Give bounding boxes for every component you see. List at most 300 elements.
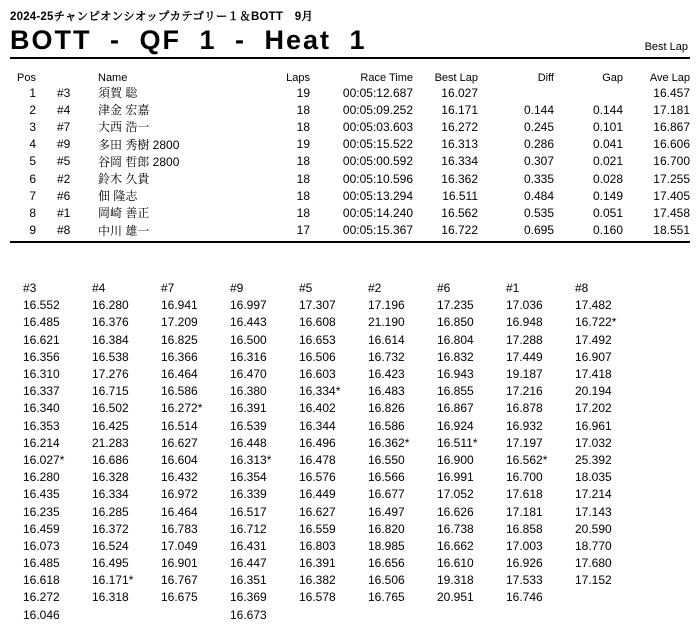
lap-time-cell: 17.003 [506, 538, 543, 553]
lap-time-cell [161, 606, 230, 623]
results-divider [10, 241, 690, 243]
lap-time-cell: 17.680 [575, 556, 612, 571]
lap-column-header: #7 [161, 281, 175, 296]
lap-time-cell: 17.618 [506, 487, 543, 502]
result-gap: 0.051 [592, 205, 623, 220]
lap-time-cell: 18.035 [575, 470, 612, 485]
result-laps: 18 [296, 154, 310, 169]
result-gap: 0.101 [592, 119, 623, 134]
result-pos: 6 [29, 171, 36, 186]
lap-column-header: #1 [506, 281, 520, 296]
lap-time-cell: 17.152 [575, 573, 612, 588]
lap-time-cell: 17.216 [506, 384, 543, 399]
lap-row [23, 365, 644, 382]
results-table [10, 68, 690, 239]
lap-time-cell: 16.328 [92, 470, 129, 485]
results-header-best-lap: Best Lap [434, 72, 478, 84]
lap-time-cell: 16.425 [92, 418, 129, 433]
lap-time-cell: 16.746 [506, 590, 543, 605]
lap-time-cell: 16.464 [161, 367, 198, 382]
result-diff [478, 84, 554, 101]
lap-time-cell: 16.384 [92, 332, 129, 347]
lap-time-cell: 16.470 [230, 367, 267, 382]
lap-time-cell: 16.497 [368, 504, 405, 519]
lap-row [23, 520, 644, 537]
results-header-name: Name [98, 72, 128, 84]
lap-time-cell: 16.496 [299, 435, 336, 450]
lap-time-cell: 17.276 [92, 367, 129, 382]
lap-time-cell: 16.483 [368, 384, 405, 399]
result-race-time: 00:05:10.596 [342, 171, 413, 186]
lap-time-cell: 16.318 [92, 590, 129, 605]
result-row [10, 204, 690, 221]
result-best-lap: 16.362 [441, 171, 478, 186]
lap-time-cell: 16.627 [161, 435, 198, 450]
results-header-race-time: Race Time [360, 72, 413, 84]
lap-time-cell: 16.514 [161, 418, 198, 433]
results-header-gap: Gap [602, 72, 623, 84]
lap-time-cell: 16.272* [161, 401, 203, 416]
lap-time-cell: 17.209 [161, 315, 198, 330]
lap-time-cell: 16.948 [506, 315, 543, 330]
lap-time-cell: 21.190 [368, 315, 405, 330]
lap-time-cell: 16.506 [368, 573, 405, 588]
lap-time-cell: 17.418 [575, 367, 612, 382]
result-laps: 18 [296, 102, 310, 117]
lap-time-cell: 16.825 [161, 332, 198, 347]
lap-time-cell: 16.662 [437, 538, 474, 553]
lap-time-cell: 16.402 [299, 401, 336, 416]
lap-time-cell: 16.171* [92, 573, 134, 588]
results-header-diff: Diff [537, 72, 554, 84]
lap-row [23, 503, 644, 520]
lap-row [23, 434, 644, 451]
lap-time-cell: 19.318 [437, 573, 474, 588]
lap-time-cell: 16.820 [368, 521, 405, 536]
lap-time-cell: 16.362* [368, 435, 410, 450]
lap-time-cell: 16.478 [299, 452, 336, 467]
results-table-body [10, 84, 690, 239]
lap-time-cell: 16.485 [23, 315, 60, 330]
lap-time-cell: 19.187 [506, 367, 543, 382]
result-gap: 0.028 [592, 171, 623, 186]
lap-time-cell [506, 606, 575, 623]
result-driver-name: 岡崎 善正 [98, 206, 150, 221]
result-row [10, 153, 690, 170]
lap-time-cell: 16.586 [368, 418, 405, 433]
lap-time-cell: 16.500 [230, 332, 267, 347]
lap-column-header: #3 [23, 281, 37, 296]
lap-time-cell: 16.604 [161, 452, 198, 467]
lap-time-cell: 16.524 [92, 538, 129, 553]
result-race-time: 00:05:09.252 [342, 102, 413, 117]
lap-time-cell: 16.700 [506, 470, 543, 485]
lap-time-cell: 16.673 [230, 607, 267, 622]
lap-time-cell [575, 606, 644, 623]
result-gap: 0.041 [592, 137, 623, 152]
result-diff: 0.307 [523, 154, 554, 169]
lap-time-cell: 16.765 [368, 590, 405, 605]
lap-time-cell: 16.783 [161, 521, 198, 536]
lap-row [23, 297, 644, 314]
lap-time-cell: 16.855 [437, 384, 474, 399]
lap-time-cell: 16.878 [506, 401, 543, 416]
result-diff: 0.286 [523, 137, 554, 152]
lap-column-header: #9 [230, 281, 244, 296]
result-ave-lap: 16.700 [653, 154, 690, 169]
lap-time-cell: 16.559 [299, 521, 336, 536]
lap-row [23, 314, 644, 331]
lap-time-cell: 16.858 [506, 521, 543, 536]
result-race-time: 00:05:15.367 [342, 223, 413, 238]
lap-time-cell: 16.932 [506, 418, 543, 433]
result-diff: 0.535 [523, 205, 554, 220]
lap-time-cell: 17.482 [575, 298, 612, 313]
lap-time-cell: 16.586 [161, 384, 198, 399]
lap-time-cell: 16.310 [23, 367, 60, 382]
results-header-row [10, 68, 690, 84]
lap-time-cell: 17.032 [575, 435, 612, 450]
lap-time-cell: 16.369 [230, 590, 267, 605]
lap-row [23, 348, 644, 365]
lap-time-cell: 16.686 [92, 452, 129, 467]
lap-time-cell: 16.901 [161, 556, 198, 571]
lap-time-cell: 16.608 [299, 315, 336, 330]
lap-time-cell: 16.850 [437, 315, 474, 330]
result-ave-lap: 16.457 [653, 85, 690, 100]
lap-time-cell: 16.435 [23, 487, 60, 502]
result-pos: 1 [29, 85, 36, 100]
lap-row [23, 555, 644, 572]
lap-row [23, 589, 644, 606]
lap-time-cell: 16.626 [437, 504, 474, 519]
lap-time-cell: 25.392 [575, 452, 612, 467]
lap-time-cell [92, 606, 161, 623]
lap-time-cell: 16.538 [92, 349, 129, 364]
lap-time-cell: 16.576 [299, 470, 336, 485]
lap-time-cell: 16.712 [230, 521, 267, 536]
lap-row [23, 537, 644, 554]
result-car-number: #9 [57, 137, 71, 152]
lap-time-cell: 20.951 [437, 590, 474, 605]
lap-time-cell: 16.027* [23, 452, 65, 467]
lap-time-cell: 16.924 [437, 418, 474, 433]
lap-column-header: #8 [575, 281, 589, 296]
lap-time-cell: 16.431 [230, 538, 267, 553]
lap-time-cell: 16.380 [230, 384, 267, 399]
lap-time-cell: 16.366 [161, 349, 198, 364]
lap-time-cell: 16.961 [575, 418, 612, 433]
result-driver-name: 須賀 聡 [98, 86, 138, 101]
lap-time-cell: 16.356 [23, 349, 60, 364]
result-driver-name: 佃 隆志 [98, 189, 138, 204]
lap-time-cell: 16.621 [23, 332, 60, 347]
lap-time-cell: 16.562* [506, 452, 548, 467]
lap-time-cell: 17.492 [575, 332, 612, 347]
lap-column-header: #4 [92, 281, 106, 296]
lap-time-cell: 17.052 [437, 487, 474, 502]
result-race-time: 00:05:03.603 [342, 119, 413, 134]
result-diff: 0.695 [523, 223, 554, 238]
lap-time-cell: 16.738 [437, 521, 474, 536]
result-row [10, 170, 690, 187]
lap-time-cell: 16.316 [230, 349, 267, 364]
lap-time-cell: 16.907 [575, 349, 612, 364]
lap-time-cell: 16.539 [230, 418, 267, 433]
lap-times-table [23, 280, 644, 624]
result-best-lap: 16.272 [441, 119, 478, 134]
lap-time-cell: 16.443 [230, 315, 267, 330]
lap-time-cell: 16.722* [575, 315, 617, 330]
result-car-number: #1 [57, 205, 71, 220]
lap-time-cell: 16.578 [299, 590, 336, 605]
lap-time-cell: 21.283 [92, 435, 129, 450]
result-row [10, 101, 690, 118]
lap-time-cell: 16.214 [23, 435, 60, 450]
result-ave-lap: 17.181 [653, 102, 690, 117]
result-diff: 0.144 [523, 102, 554, 117]
result-ave-lap: 16.867 [653, 119, 690, 134]
results-header-pos: Pos [17, 72, 36, 84]
lap-time-cell [437, 606, 506, 623]
lap-time-cell: 16.448 [230, 435, 267, 450]
lap-time-cell: 16.272 [23, 590, 60, 605]
lap-time-cell: 16.313* [230, 452, 272, 467]
result-best-lap: 16.722 [441, 223, 478, 238]
result-laps: 18 [296, 188, 310, 203]
lap-time-cell: 16.464 [161, 504, 198, 519]
lap-time-cell: 16.495 [92, 556, 129, 571]
result-race-time: 00:05:13.294 [342, 188, 413, 203]
lap-row [23, 400, 644, 417]
lap-time-cell [575, 589, 644, 606]
lap-time-cell: 16.603 [299, 367, 336, 382]
results-header-num-spacer [36, 68, 98, 84]
lap-time-cell: 16.337 [23, 384, 60, 399]
result-best-lap: 16.562 [441, 205, 478, 220]
lap-time-cell: 16.867 [437, 401, 474, 416]
lap-time-cell: 16.610 [437, 556, 474, 571]
lap-time-cell: 16.447 [230, 556, 267, 571]
result-laps: 18 [296, 119, 310, 134]
lap-time-cell: 16.832 [437, 349, 474, 364]
lap-time-cell: 16.372 [92, 521, 129, 536]
result-row [10, 136, 690, 153]
lap-time-cell: 16.803 [299, 538, 336, 553]
championship-subtitle: 2024-25チャンピオンシオップカテゴリー１＆BOTT 9月 [10, 11, 314, 23]
result-row [10, 84, 690, 101]
lap-time-cell: 16.511* [437, 435, 478, 450]
lap-time-cell: 16.280 [23, 470, 60, 485]
lap-time-cell: 16.339 [230, 487, 267, 502]
lap-row [23, 469, 644, 486]
result-driver-name: 鈴木 久貴 [98, 172, 150, 187]
result-driver-name: 大西 浩一 [98, 120, 150, 135]
lap-time-cell: 16.432 [161, 470, 198, 485]
result-driver-name: 津金 宏嘉 [98, 103, 150, 118]
lap-time-cell: 16.566 [368, 470, 405, 485]
lap-time-cell: 16.972 [161, 487, 198, 502]
lap-time-cell: 16.376 [92, 315, 129, 330]
result-pos: 4 [29, 137, 36, 152]
lap-time-cell: 17.449 [506, 349, 543, 364]
lap-time-cell: 18.985 [368, 538, 405, 553]
lap-time-cell: 16.656 [368, 556, 405, 571]
lap-row [23, 451, 644, 468]
result-best-lap: 16.334 [441, 154, 478, 169]
result-race-time: 00:05:12.687 [342, 85, 413, 100]
result-gap: 0.144 [592, 102, 623, 117]
lap-time-cell: 16.285 [92, 504, 129, 519]
lap-time-cell: 16.715 [92, 384, 129, 399]
results-header-laps: Laps [286, 72, 310, 84]
lap-time-cell: 16.340 [23, 401, 60, 416]
result-row [10, 118, 690, 135]
lap-time-cell: 16.354 [230, 470, 267, 485]
lap-time-cell: 17.036 [506, 298, 543, 313]
result-pos: 9 [29, 223, 36, 238]
result-car-number: #3 [57, 85, 71, 100]
lap-time-cell: 16.767 [161, 573, 198, 588]
lap-time-cell: 16.344 [299, 418, 336, 433]
lap-time-cell: 16.941 [161, 298, 198, 313]
lap-row [23, 331, 644, 348]
result-gap: 0.160 [592, 223, 623, 238]
lap-time-cell: 16.550 [368, 452, 405, 467]
lap-time-cell: 17.196 [368, 298, 405, 313]
result-diff: 0.335 [523, 171, 554, 186]
lap-time-cell: 20.194 [575, 384, 612, 399]
lap-time-cell: 16.926 [506, 556, 543, 571]
lap-time-cell: 16.653 [299, 332, 336, 347]
result-diff: 0.245 [523, 119, 554, 134]
result-ave-lap: 18.551 [653, 223, 690, 238]
lap-row [23, 572, 644, 589]
lap-time-cell: 17.214 [575, 487, 612, 502]
session-title: BOTT - QF 1 - Heat 1 [10, 25, 367, 55]
lap-time-cell: 16.459 [23, 521, 60, 536]
result-driver-name: 谷岡 哲郎 2800 [98, 154, 180, 169]
result-gap: 0.149 [592, 188, 623, 203]
lap-time-cell: 16.677 [368, 487, 405, 502]
lap-row [23, 606, 644, 623]
lap-time-cell: 20.590 [575, 521, 612, 536]
result-gap [554, 84, 623, 101]
lap-time-cell: 16.353 [23, 418, 60, 433]
best-lap-label: Best Lap [644, 41, 688, 53]
results-header-ave-lap: Ave Lap [649, 72, 690, 84]
lap-time-cell: 16.517 [230, 504, 267, 519]
lap-time-cell: 16.675 [161, 590, 198, 605]
lap-table-body [23, 297, 644, 624]
result-car-number: #2 [57, 171, 71, 186]
lap-column-header: #2 [368, 281, 382, 296]
lap-time-cell: 16.485 [23, 556, 60, 571]
lap-time-cell: 17.533 [506, 573, 543, 588]
lap-time-cell: 16.280 [92, 298, 129, 313]
lap-time-cell: 16.334 [92, 487, 129, 502]
result-best-lap: 16.027 [441, 85, 478, 100]
lap-column-header: #5 [299, 281, 313, 296]
result-gap: 0.021 [592, 154, 623, 169]
lap-time-cell: 16.997 [230, 298, 267, 313]
result-row [10, 187, 690, 204]
result-ave-lap: 16.606 [653, 137, 690, 152]
lap-time-cell: 16.391 [230, 401, 267, 416]
lap-time-cell: 16.351 [230, 573, 267, 588]
lap-table-header-row [23, 280, 644, 297]
result-laps: 17 [296, 223, 310, 238]
result-pos: 5 [29, 154, 36, 169]
lap-time-cell: 17.307 [299, 298, 336, 313]
lap-time-cell [299, 606, 368, 623]
result-car-number: #4 [57, 102, 71, 117]
lap-time-cell: 17.288 [506, 332, 543, 347]
lap-time-cell: 16.334* [299, 384, 341, 399]
lap-time-cell: 18.770 [575, 538, 612, 553]
lap-time-cell: 16.502 [92, 401, 129, 416]
lap-time-cell: 17.197 [506, 435, 543, 450]
result-car-number: #6 [57, 188, 71, 203]
result-pos: 7 [29, 188, 36, 203]
result-race-time: 00:05:00.592 [342, 154, 413, 169]
result-row [10, 222, 690, 239]
result-driver-name: 多田 秀樹 2800 [98, 137, 180, 152]
lap-time-cell: 16.046 [23, 607, 60, 622]
lap-time-cell: 16.423 [368, 367, 405, 382]
lap-time-cell: 16.732 [368, 349, 405, 364]
lap-time-cell: 17.235 [437, 298, 474, 313]
lap-row [23, 417, 644, 434]
lap-time-cell: 16.235 [23, 504, 60, 519]
lap-time-cell: 16.614 [368, 332, 405, 347]
result-laps: 19 [296, 137, 310, 152]
lap-time-cell: 17.202 [575, 401, 612, 416]
lap-time-cell: 17.143 [575, 504, 612, 519]
lap-time-cell: 16.552 [23, 298, 60, 313]
lap-time-cell: 16.627 [299, 504, 336, 519]
result-pos: 3 [29, 119, 36, 134]
lap-time-cell: 16.382 [299, 573, 336, 588]
lap-row [23, 383, 644, 400]
result-driver-name: 中川 雄一 [98, 223, 150, 238]
title-divider [10, 57, 690, 59]
result-ave-lap: 17.458 [653, 205, 690, 220]
result-best-lap: 16.511 [442, 188, 478, 203]
result-car-number: #8 [57, 223, 71, 238]
result-car-number: #5 [57, 154, 71, 169]
result-race-time: 00:05:14.240 [342, 205, 413, 220]
lap-time-cell: 16.991 [437, 470, 474, 485]
lap-time-cell: 16.804 [437, 332, 474, 347]
result-laps: 18 [296, 171, 310, 186]
result-best-lap: 16.313 [441, 137, 478, 152]
result-pos: 2 [29, 102, 36, 117]
lap-time-cell: 16.943 [437, 367, 474, 382]
title-row [10, 25, 690, 55]
result-best-lap: 16.171 [441, 102, 478, 117]
lap-time-cell: 16.900 [437, 452, 474, 467]
lap-time-cell: 16.073 [23, 538, 60, 553]
lap-time-cell: 17.049 [161, 538, 198, 553]
lap-time-cell [368, 606, 437, 623]
lap-time-cell: 16.826 [368, 401, 405, 416]
result-car-number: #7 [57, 119, 71, 134]
result-laps: 18 [296, 205, 310, 220]
result-diff: 0.484 [523, 188, 554, 203]
lap-time-cell: 16.449 [299, 487, 336, 502]
lap-time-cell: 16.391 [299, 556, 336, 571]
